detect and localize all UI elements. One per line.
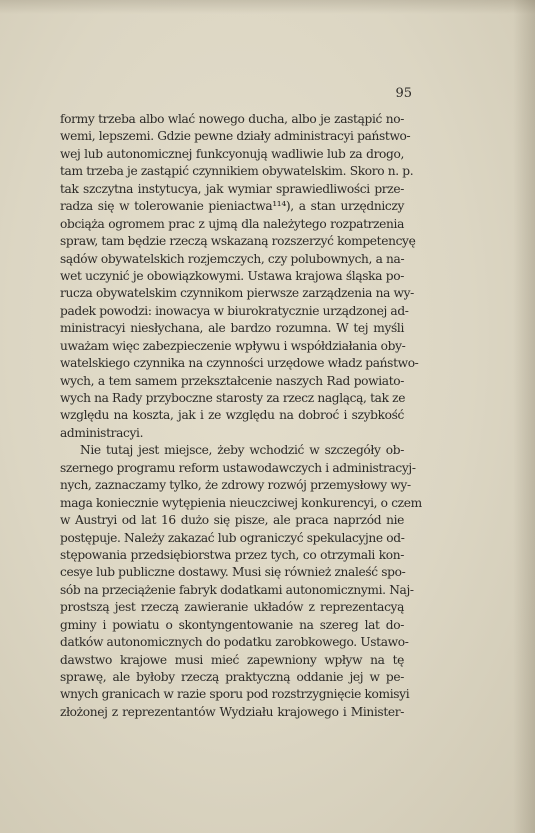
text-line: nych, zaznaczamy tylko, że zdrowy rozwój przemysłowy wy- (60, 478, 411, 493)
text-line: dawstwo krajowe musi mieć zapewniony wpływ na tę (60, 652, 404, 667)
text-line: watelskiego czynnika na czynności urzędowe władz państwo- (60, 356, 419, 371)
body-text (60, 111, 422, 721)
text-line: padek powodzi: inowacya w biurokratycznie urządzonej ad- (60, 303, 409, 318)
text-line: gminy i powiatu o skontyngentowanie na szereg lat do- (60, 617, 404, 632)
text-line: radza się w tolerowanie pieniactwa¹¹⁴), a stan urzędniczy (60, 199, 404, 214)
text-line: uważam więc zabezpieczenie wpływu i współdziałania oby- (60, 338, 406, 353)
text-line: formy trzeba albo wlać nowego ducha, albo je zastąpić no- (60, 112, 404, 126)
text-line: rucza obywatelskim czynnikom pierwsze zarządzenia na wy- (60, 286, 414, 301)
text-line: tam trzeba je zastąpić czynnikiem obywatelskim. Skoro n. p. (60, 164, 414, 179)
text-line: wet uczynić je obowiązkowymi. Ustawa krajowa śląska po- (60, 268, 404, 283)
page-edge-shadow (513, 0, 535, 833)
text-line: maga koniecznie wytępienia nieuczciwej konkurencyi, o czem (60, 495, 422, 510)
text-line: prostszą jest rzeczą zawieranie układów z reprezentacyą (60, 600, 404, 615)
text-line: stępowania przedsiębiorstwa przez tych, co otrzymali kon- (60, 547, 404, 562)
text-line: względu na koszta, jak i ze względu na dobroć i szybkość (60, 408, 404, 423)
text-line: wej lub autonomicznej funkcyonują wadliwie lub za drogo, (60, 146, 404, 161)
text-line: obciąża ogromem prac z ujmą dla należytego rozpatrzenia (60, 216, 404, 231)
page-top-shadow (0, 0, 535, 14)
text-line: datków autonomicznych do podatku zarobkowego. Ustawo- (60, 635, 409, 650)
text-line: spraw, tam będzie rzeczą wskazaną rozszerzyć kompetencyę (60, 234, 416, 249)
text-line: wnych granicach w razie sporu pod rozstrzygnięcie komisyi (60, 687, 410, 702)
text-line: sób na przeciążenie fabryk dodatkami autonomicznymi. Naj- (60, 582, 414, 597)
text-line: wych na Rady przyboczne starosty za rzecz naglącą, tak ze (60, 391, 406, 405)
text-line: wemi, lepszemi. Gdzie pewne działy administracyi państwo- (60, 129, 411, 144)
text-line: złożonej z reprezentantów Wydziału krajowego i Minister- (60, 704, 404, 719)
text-line: szernego programu reform ustawodawczych i administracyj- (60, 460, 416, 475)
text-line: postępuje. Należy zakazać lub ograniczyć spekulacyjne od- (60, 530, 405, 545)
page-number: 95 (395, 86, 412, 101)
text-line: ministracyi niesłychana, ale bardzo rozumna. W tej myśli (60, 321, 404, 336)
text-line: w Austryi od lat 16 dużo się pisze, ale praca naprzód nie (60, 513, 404, 528)
text-line: administracyi. (60, 425, 144, 440)
text-line: cesye lub publiczne dostawy. Musi się również znaleść spo- (60, 565, 406, 580)
text-line: sądów obywatelskich rozjemczych, czy polubownych, a na- (60, 251, 405, 266)
text-line: Nie tutaj jest miejsce, żeby wchodzić w szczegóły ob- (80, 443, 404, 458)
text-line: tak szczytna instytucya, jak wymiar sprawiedliwości prze- (60, 181, 404, 196)
text-line: wych, a tem samem przekształcenie naszych Rad powiato- (60, 373, 404, 388)
text-line: sprawę, ale byłoby rzeczą praktyczną oddanie jej w pe- (60, 670, 404, 684)
